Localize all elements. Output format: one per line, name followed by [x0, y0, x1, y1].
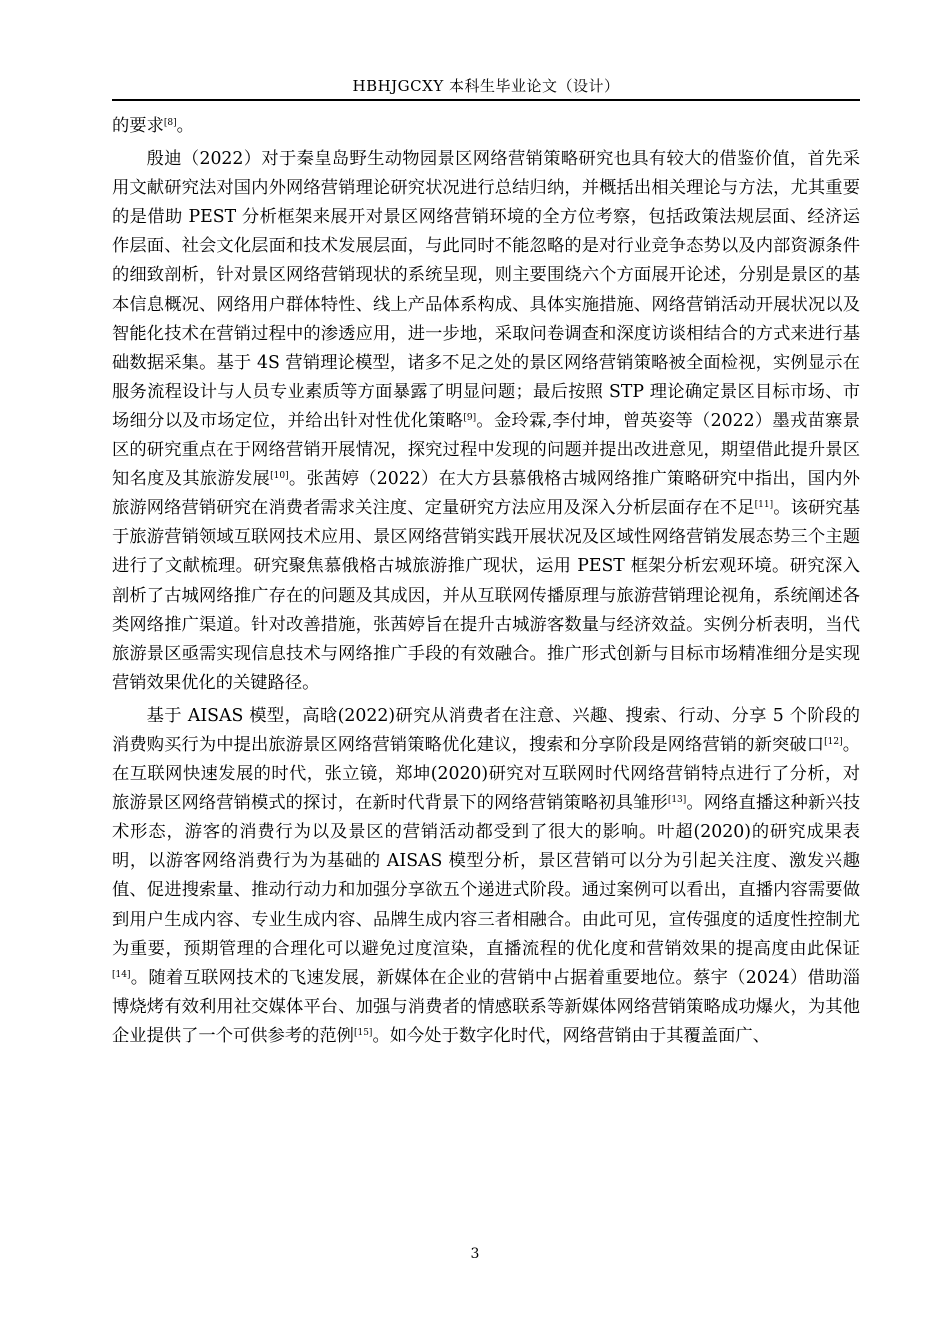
- paragraph-text: 殷迪（2022）对于秦皇岛野生动物园景区网络营销策略研究也具有较大的借鉴价值，首先采用文献研究法对国内外网络营销理论研究状况进行总结归纳，并概括出相关理论与方法，尤其重要的是借助 PEST 分析框架来展开对景区网络营销环境的全方位考察，包括政策法规层面、经济运作层面、社会文化层面和技术发展层面，与此同时不能忽略的是对行业竞争态势以及内部资源条件的细致剖析，针对景区网络营销现状的系统呈现，则主要围绕六个方面展开论述，分别是景区的基本信息概况、网络用户群体特性、线上产品体系构成、具体实施措施、网络营销活动开展状况以及智能化技术在营销过程中的渗透应用，进一步地，采取问卷调查和深度访谈相结合的方式来进行基础数据采集。基于 4S 营销理论模型，诸多不足之处的景区网络营销策略被全面检视，实例显示在服务流程设计与人员专业素质等方面暴露了明显问题；最后按照 STP 理论确定景区目标市场、市场细分以及市场定位，并给出针对性优化策略: [112, 149, 860, 431]
- page-number: 3: [470, 1246, 480, 1262]
- paragraph-text: 。张茜婷（2022）在大方县慕俄格古城网络推广策略研究中指出，国内外旅游网络营销研究在消费者需求关注度、定量研究方法应用及深入分析层面存在不足: [112, 469, 860, 519]
- paragraph-text: 。随着互联网技术的飞速发展，新媒体在企业的营销中占据着重要地位。蔡宇（2024）借助淄博烧烤有效利用社交媒体平台、加强与消费者的情感联系等新媒体网络营销策略成功爆火，为其他企业提供了一个可供参考的范例: [112, 967, 860, 1046]
- citation-ref: [14]: [112, 969, 131, 980]
- paragraph-text: 的要求: [112, 116, 164, 136]
- header-rule: [112, 99, 860, 101]
- paragraph-text: 。在互联网快速发展的时代，张立镜，郑坤(2020)研究对互联网时代网络营销特点进行了分析，对旅游景区网络营销模式的探讨，在新时代背景下的网络营销策略初具雏形: [112, 734, 860, 814]
- paragraph: [112, 702, 860, 1051]
- body-text: [112, 112, 860, 1051]
- paragraph-text: 。该研究基于旅游营销领域互联网技术应用、景区网络营销实践开展状况及区域性网络营销发展态势三个主题进行了文献梳理。研究聚焦慕俄格古城旅游推广现状，运用 PEST 框架分析宏观环境。研究深入剖析了古城网络推广存在的问题及其成因，并从互联网传播原理与旅游营销理论视角，系统阐述各类网络推广渠道。针对改善措施，张茜婷旨在提升古城游客数量与经济效益。实例分析表明，当代旅游景区亟需实现信息技术与网络推广手段的有效融合。推广形式创新与目标市场精准细分是实现营销效果优化的关键路径。: [112, 498, 860, 693]
- citation-ref: [13]: [667, 795, 687, 806]
- paragraph: [112, 145, 860, 698]
- citation-ref: [11]: [754, 500, 774, 511]
- paragraph-text: 基于 AISAS 模型，高晗(2022)研究从消费者在注意、兴趣、搜索、行动、分享 5 个阶段的消费购买行为中提出旅游景区网络营销策略优化建议，搜索和分享阶段是网络营销的新突破口: [112, 705, 860, 755]
- paragraph-text: 。网络直播这种新兴技术形态，游客的消费行为以及景区的营销活动都受到了很大的影响。叶超(2020)的研究成果表明，以游客网络消费行为为基础的 AISAS 模型分析，景区营销可以分为引起关注度、激发兴趣值、促进搜索量、推动行动力和加强分享欲五个递进式阶段。通过案例可以看出，直播内容需要做到用户生成内容、专业生成内容、品牌生成内容三者相融合。由此可见，宣传强度的适度性控制尤为重要，预期管理的合理化可以避免过度渲染，直播流程的优化度和营销效果的提高度由此保证: [112, 793, 860, 959]
- paragraph-text: 。如今处于数字化时代，网络营销由于其覆盖面广、: [372, 1025, 770, 1046]
- paragraph: [112, 112, 860, 141]
- paragraph-text: 。金玲霖,李付坤，曾英姿等（2022）墨戎苗寨景区的研究重点在于网络营销开展情况，探究过程中发现的问题并提出改进意见，期望借此提升景区知名度及其旅游发展: [112, 410, 860, 490]
- citation-ref: [9]: [463, 412, 477, 423]
- paragraph-text: 。: [176, 116, 194, 136]
- page-header: HBHJGCXY 本科生毕业论文（设计）: [352, 77, 620, 95]
- citation-ref: [8]: [163, 118, 177, 128]
- citation-ref: [12]: [824, 736, 843, 747]
- citation-ref: [10]: [270, 471, 289, 482]
- citation-ref: [15]: [353, 1027, 373, 1038]
